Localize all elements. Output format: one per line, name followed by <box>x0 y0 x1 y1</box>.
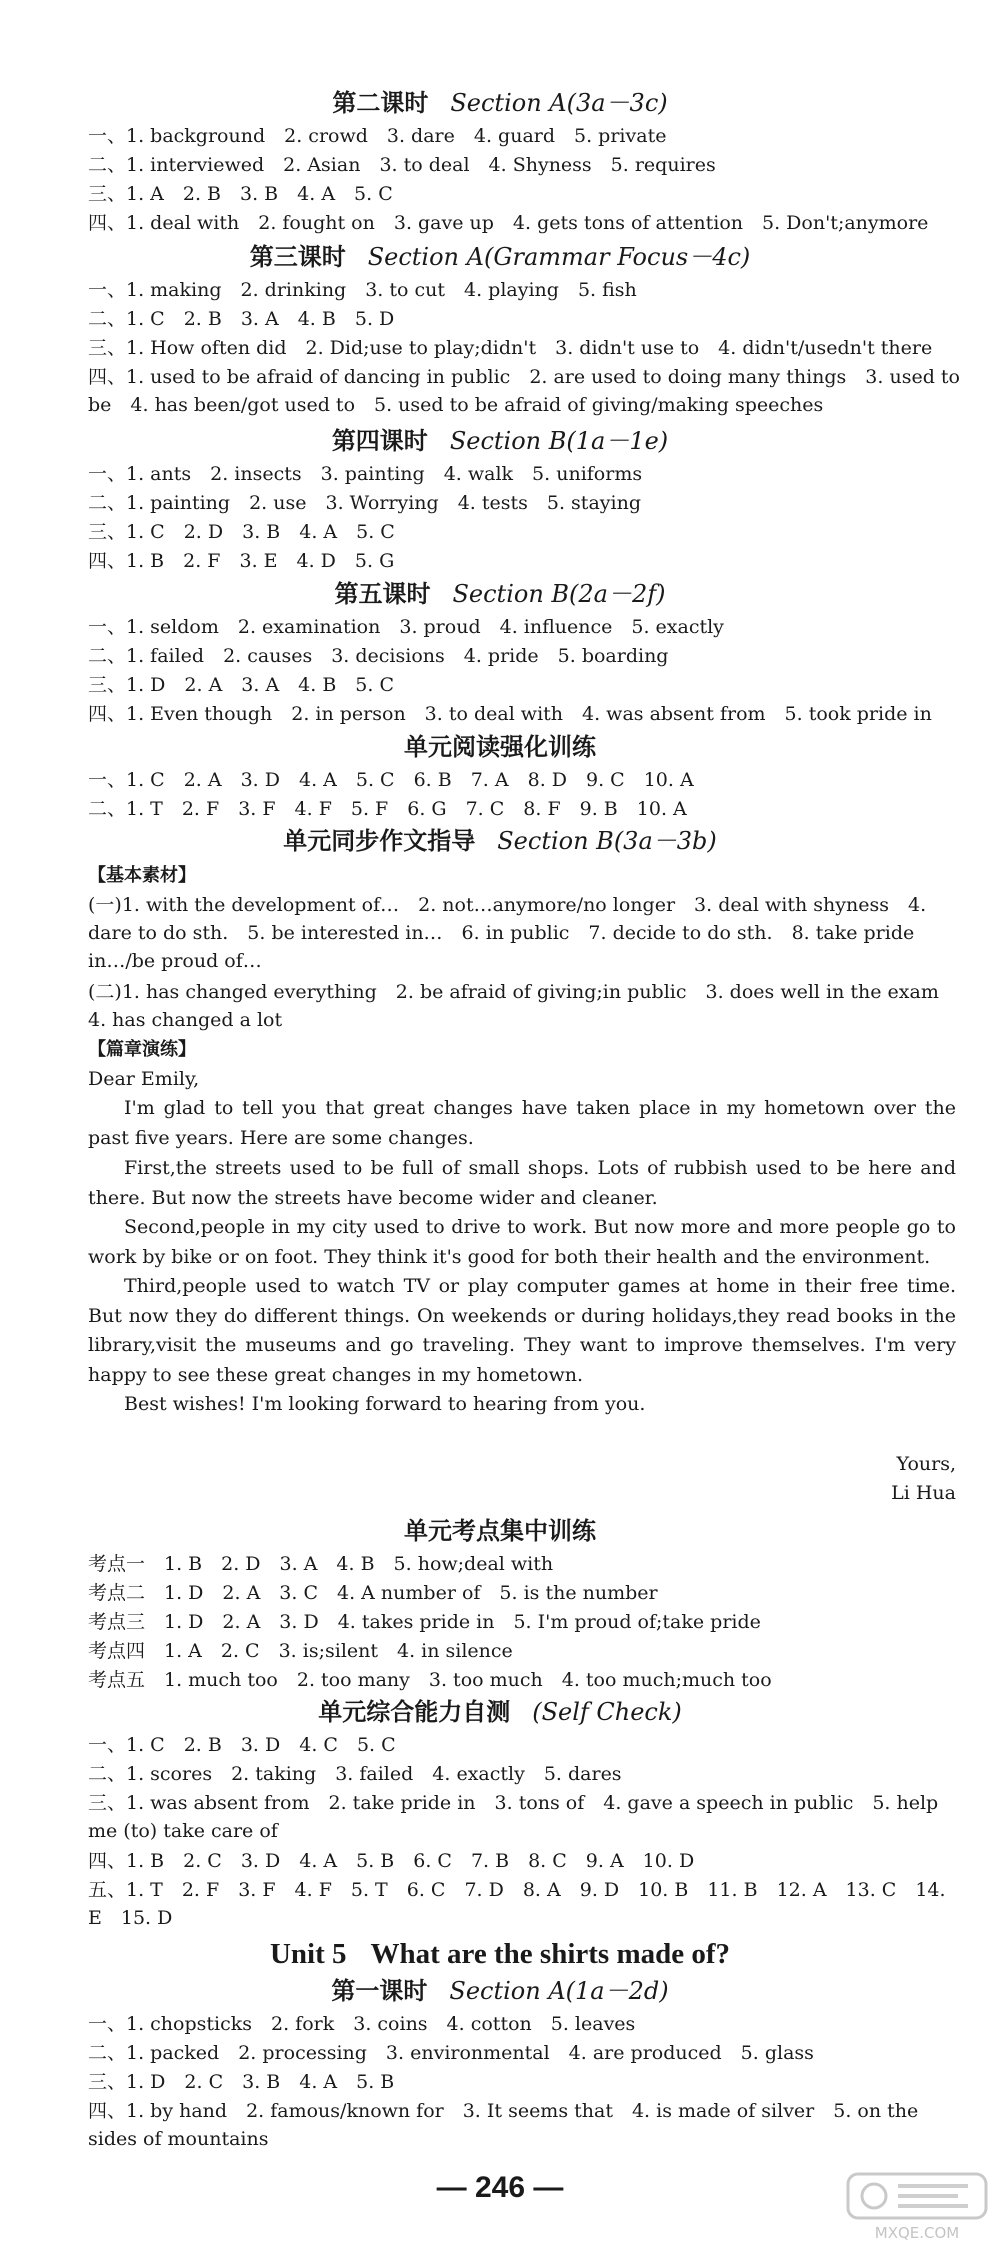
letter-paragraph: Third,people used to watch TV or play computer games at home in their free time. But now they do different things. On weekends or during holidays,they read books in the library,visit the museums and go traveling. They want to improve themselves. I'm very happy to see these great changes in my hometown. <box>88 1275 956 1386</box>
heading-en: (Self Check) <box>532 1698 682 1726</box>
letter-closing: Yours, <box>896 1453 956 1475</box>
heading-cn: 单元综合能力自测 <box>318 1697 511 1726</box>
heading-cn: 第三课时 <box>249 242 346 271</box>
answer-line: 三、1. C 2. D 3. B 4. A 5. C <box>88 521 395 543</box>
heading-en: Section A(Grammar Focus－4c) <box>367 243 751 271</box>
unit-title: What are the shirts made of? <box>370 1938 731 1970</box>
answer-line: 考点三 1. D 2. A 3. D 4. takes pride in 5. I'm proud of;take pride <box>88 1611 761 1633</box>
answer-line: 三、1. A 2. B 3. B 4. A 5. C <box>88 183 393 205</box>
letter-paragraph: Best wishes! I'm looking forward to hearing from you. <box>124 1393 646 1415</box>
section-heading-selfcheck <box>0 1695 1000 1729</box>
answer-line: 一、1. C 2. A 3. D 4. A 5. C 6. B 7. A 8. D 9. C 10. A <box>88 769 694 791</box>
answer-line: 二、1. scores 2. taking 3. failed 4. exactly 5. dares <box>88 1763 622 1785</box>
heading-cn: 第二课时 <box>332 88 429 117</box>
answer-line: 三、1. How often did 2. Did;use to play;didn't 3. didn't use to 4. didn't/usedn't there <box>88 337 933 359</box>
answer-line: 四、1. B 2. C 3. D 4. A 5. B 6. C 7. B 8. C 9. A 10. D <box>88 1850 695 1872</box>
section-heading-reading <box>0 730 1000 764</box>
answer-line: (二)1. has changed everything 2. be afraid of giving;in public 3. does well in the exam 4. has changed a lot <box>88 981 958 1031</box>
answer-line: 考点一 1. B 2. D 3. A 4. B 5. how;deal with <box>88 1553 554 1575</box>
section-heading-writing <box>0 824 1000 858</box>
heading-cn: 第五课时 <box>334 579 431 608</box>
answer-line: 五、1. T 2. F 3. F 4. F 5. T 6. C 7. D 8. A 9. D 10. B 11. B 12. A 13. C 14. E 15. D <box>88 1879 946 1929</box>
answer-line: 二、1. painting 2. use 3. Worrying 4. tests 5. staying <box>88 492 641 514</box>
section-heading-3 <box>0 240 1000 274</box>
answer-line: 四、1. B 2. F 3. E 4. D 5. G <box>88 550 395 572</box>
answer-line: 考点五 1. much too 2. too many 3. too much 4. too much;much too <box>88 1669 772 1691</box>
answer-line: 三、1. was absent from 2. take pride in 3. tons of 4. gave a speech in public 5. help me (to) take care of <box>88 1792 939 1842</box>
answer-line: 四、1. Even though 2. in person 3. to deal with 4. was absent from 5. took pride in <box>88 703 932 725</box>
answer-line: 二、1. T 2. F 3. F 4. F 5. F 6. G 7. C 8. F 9. B 10. A <box>88 798 687 820</box>
section-heading-5 <box>0 577 1000 611</box>
letter-paragraph: I'm glad to tell you that great changes have taken place in my hometown over the past five years. Here are some changes. <box>88 1097 956 1149</box>
answer-line: 一、1. chopsticks 2. fork 3. coins 4. cotton 5. leaves <box>88 2013 636 2035</box>
answer-line: 考点四 1. A 2. C 3. is;silent 4. in silence <box>88 1640 513 1662</box>
unit-number: Unit 5 <box>269 1938 347 1970</box>
tag-composition: 【篇章演练】 <box>88 1039 196 1060</box>
answer-line: 考点二 1. D 2. A 3. C 4. A number of 5. is the number <box>88 1582 658 1604</box>
unit-heading <box>0 1934 1000 1974</box>
answer-line: 一、1. background 2. crowd 3. dare 4. guard 5. private <box>88 125 667 147</box>
heading-cn: 单元考点集中训练 <box>404 1516 596 1545</box>
answer-line: 四、1. by hand 2. famous/known for 3. It seems that 4. is made of silver 5. on the sides of mountains <box>88 2100 919 2150</box>
heading-cn: 第一课时 <box>331 1976 428 2005</box>
answer-line: 一、1. C 2. B 3. D 4. C 5. C <box>88 1734 396 1756</box>
answer-line: 三、1. D 2. C 3. B 4. A 5. B <box>88 2071 395 2093</box>
answer-line: 二、1. packed 2. processing 3. environmental 4. are produced 5. glass <box>88 2042 814 2064</box>
answer-line: (一)1. with the development of… 2. not…anymore/no longer 3. deal with shyness 4. dare to do sth. 5. be interested in… 6. in public 7. decide to do sth. 8. take pride in…/be proud of… <box>88 894 927 972</box>
heading-en: Section B(3a－3b) <box>497 827 717 855</box>
heading-en: Section A(3a－3c) <box>450 89 668 117</box>
heading-en: Section B(2a－2f) <box>452 580 666 608</box>
watermark-text: MXQE.COM <box>874 2224 960 2242</box>
answer-line: 二、1. failed 2. causes 3. decisions 4. pride 5. boarding <box>88 645 669 667</box>
answer-line: 四、1. used to be afraid of dancing in public 2. are used to doing many things 3. used to be 4. has been/got used to 5. used to be afraid of giving/making speeches <box>88 366 960 416</box>
section-heading-2 <box>0 86 1000 120</box>
letter-paragraph: Second,people in my city used to drive to work. But now more and more people go to work by bike or on foot. They think it's good for both their health and the environment. <box>88 1216 956 1268</box>
section-heading-u5-1 <box>0 1974 1000 2008</box>
answer-line: 一、1. making 2. drinking 3. to cut 4. playing 5. fish <box>88 279 637 301</box>
answer-line: 二、1. interviewed 2. Asian 3. to deal 4. Shyness 5. requires <box>88 154 716 176</box>
section-heading-testpoints <box>0 1514 1000 1548</box>
heading-cn: 单元同步作文指导 <box>283 826 476 855</box>
answer-line: 三、1. D 2. A 3. A 4. B 5. C <box>88 674 395 696</box>
letter-signature: Li Hua <box>891 1482 956 1504</box>
heading-en: Section B(1a－1e) <box>449 427 669 455</box>
letter-salutation: Dear Emily, <box>88 1068 200 1090</box>
heading-cn: 第四课时 <box>331 426 428 455</box>
answer-line: 二、1. C 2. B 3. A 4. B 5. D <box>88 308 395 330</box>
section-heading-4 <box>0 424 1000 458</box>
tag-basic-material: 【基本素材】 <box>88 865 196 886</box>
answer-line: 四、1. deal with 2. fought on 3. gave up 4. gets tons of attention 5. Don't;anymore <box>88 212 929 234</box>
watermark-logo <box>842 2168 992 2246</box>
answer-line: 一、1. ants 2. insects 3. painting 4. walk 5. uniforms <box>88 463 643 485</box>
page-number: — 246 — <box>436 2171 564 2204</box>
heading-en: Section A(1a－2d) <box>449 1977 669 2005</box>
letter-paragraph: First,the streets used to be full of small shops. Lots of rubbish used to be here and there. But now the streets have become wider and cleaner. <box>88 1157 956 1209</box>
answer-line: 一、1. seldom 2. examination 3. proud 4. influence 5. exactly <box>88 616 724 638</box>
heading-cn: 单元阅读强化训练 <box>404 732 596 761</box>
